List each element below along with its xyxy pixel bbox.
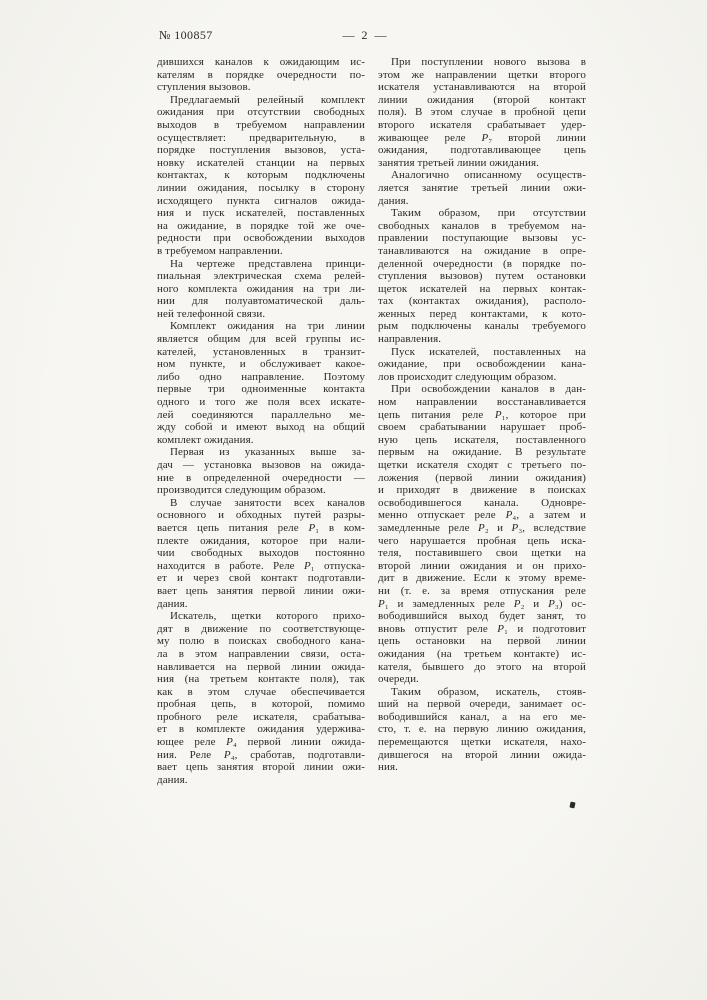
text-line: цепь остановки на первой линии: [378, 635, 586, 648]
text-line: навливается на первой линии ожида-: [157, 660, 365, 673]
text-line: второго искателя срабатывает удер-: [378, 118, 586, 131]
text-line: новку искателей станции на первых: [157, 156, 365, 169]
text-line: второй линии ожидания и он прихо-: [378, 559, 586, 572]
paragraph: [157, 610, 365, 786]
text-line: пиальная электрическая схема релей-: [157, 270, 365, 283]
left-column: [157, 56, 365, 786]
text-line: ожидания, подготавливающее цепь: [378, 144, 586, 157]
text-line: дания.: [378, 194, 409, 207]
text-line: первым на ожидание. В результате: [378, 446, 586, 459]
text-line: вновь отпустит реле Р₁ и подготовит: [378, 622, 586, 635]
text-line: При освобождении каналов в дан-: [391, 383, 586, 396]
text-line: ступления вызовов.: [157, 81, 251, 94]
text-line: ожидание, при освобождении кана-: [378, 358, 586, 371]
text-line: ни (т. е. за время отпускания реле: [378, 584, 586, 597]
paragraph: [157, 94, 365, 258]
text-line: осуществляет: предварительную, в: [157, 131, 365, 144]
paragraph: [378, 169, 586, 207]
text-line: менно отпускает реле Р₄, а затем и: [378, 509, 586, 522]
text-line: ние в определенной очередности —: [157, 471, 365, 484]
text-line: ней телефонной связи.: [157, 307, 266, 320]
text-line: исходящего пункта сигналов ожида-: [157, 194, 365, 207]
text-line: женных перед контактами, к кото-: [378, 307, 586, 320]
text-line: является общим для всей группы ис-: [157, 333, 365, 346]
paragraph: [157, 320, 365, 446]
text-line: пробная цепь, в которой, помимо: [157, 698, 365, 711]
text-line: На чертеже представлена принци-: [170, 257, 365, 270]
text-line: рым подключены каналы требуемого: [378, 320, 586, 333]
text-line: занятия третьей линии ожидания.: [378, 156, 540, 169]
text-line: танавливаются на ожидание в опре-: [378, 244, 586, 257]
text-line: ния.: [378, 761, 398, 774]
text-line: и приходят в движение в поисках: [378, 484, 586, 497]
text-line: вается цепь питания реле Р₁ в ком-: [157, 521, 366, 534]
text-line: первые три одноименные контакта: [157, 383, 365, 396]
text-line: Р₁ и замедленных реле Р₂ и Р₃) ос-: [378, 597, 587, 610]
patent-number: № 100857: [159, 28, 213, 42]
text-line: щетки искателя сходят с третьего по-: [378, 459, 586, 471]
text-line: В случае занятости всех каналов: [170, 496, 365, 509]
text-line: ла в этом направлении связи, оста-: [157, 647, 365, 660]
text-line: линии ожидания, посылку в сторону: [157, 181, 365, 194]
text-line: Таким образом, искатель, стояв-: [391, 685, 586, 698]
text-line: Пуск искателей, поставленных на: [391, 345, 586, 358]
text-line: теля, поставившего свои щетки на: [378, 547, 586, 560]
text-line: нии для полуавтоматической даль-: [157, 295, 365, 308]
text-line: поля). В этом случае в пробной цепи: [378, 106, 586, 119]
text-line: При поступлении нового вызова в: [391, 56, 586, 68]
text-line: жду собой и имеют выход на общий: [157, 421, 365, 434]
text-line: ном пункте, и обслуживает какое-: [157, 358, 365, 371]
text-line: кателям в порядке очередности по-: [157, 68, 365, 81]
text-line: дания.: [157, 773, 188, 786]
page-number: — 2 —: [342, 28, 389, 42]
text-line: кателей, установленных в транзит-: [157, 345, 365, 358]
text-line: направления.: [378, 333, 442, 346]
text-line: ступления вызовов) путем остановки: [378, 270, 586, 283]
text-line: основного и обходных путей разры-: [157, 509, 365, 522]
text-line: деленной очередности (в порядке по-: [378, 257, 586, 270]
text-line: дит в движение. Если к этому време-: [378, 572, 586, 585]
text-line: правлении поступающие вызовы ус-: [378, 232, 586, 245]
text-line: ляется занятие третьей линии ожи-: [378, 181, 586, 194]
paragraph: [378, 346, 586, 384]
text-line: дания.: [157, 597, 188, 610]
text-line: выходов в требуемом направлении: [157, 118, 365, 131]
text-line: му полю в поисках свободного кана-: [157, 635, 365, 648]
text-line: лов происходит следующим образом.: [378, 370, 557, 383]
text-line: на ожидание, в порядке той же оче-: [157, 219, 365, 232]
text-line: Предлагаемый релейный комплект: [170, 93, 365, 106]
text-line: кателя, бывшего до этого на второй: [378, 660, 586, 673]
text-line: дившегося на второй линии ожида-: [378, 748, 586, 761]
text-line: ожидания (на третьем контакте) ис-: [378, 647, 586, 660]
text-line: ожидания при отсутствии свободных: [157, 106, 365, 119]
text-line: Комплект ожидания на три линии: [170, 320, 365, 333]
text-line: искателя устанавливаются на второй: [378, 81, 586, 94]
text-line: замедленные реле Р₂ и Р₃, вследствие: [378, 521, 587, 534]
text-line: очереди.: [378, 673, 419, 686]
paragraph: [378, 686, 586, 774]
ink-speck: [569, 802, 575, 809]
text-line: чего нарушается пробная цепь иска-: [378, 534, 586, 547]
text-line: комплект ожидания.: [157, 433, 254, 446]
text-line: ного комплекта ожидания на три ли-: [157, 282, 365, 295]
text-line: Таким образом, при отсутствии: [391, 207, 586, 220]
text-line: Первая из указанных выше за-: [170, 446, 365, 459]
text-line: чии свободных выходов постоянно: [157, 547, 365, 560]
text-line: Искатель, щетки которого прихо-: [170, 610, 365, 623]
text-line: лей соединяются параллельно ме-: [157, 408, 365, 421]
paragraph: [157, 258, 365, 321]
text-line: своем срабатывании нарушает проб-: [378, 421, 586, 434]
paragraph: [378, 56, 586, 169]
paragraph: [378, 383, 586, 685]
text-line: ния (на третьем контакте поля), так: [157, 673, 365, 686]
paragraph: [157, 497, 365, 610]
text-line: редности при освобождении выходов: [157, 232, 365, 245]
right-column: [378, 56, 586, 786]
text-line: вает цепь занятия второй линии ожи-: [157, 761, 365, 774]
text-line: ет в комплекте ожидания удержива-: [157, 723, 365, 736]
text-line: вободившийся канал, а на его ме-: [378, 710, 586, 723]
page-header: [157, 28, 585, 44]
text-line: в требуемом направлении.: [157, 244, 283, 257]
text-line: производится следующим образом.: [157, 484, 326, 497]
text-line: одного и того же поля всех искате-: [157, 396, 365, 409]
text-line: порядке поступления вызовов, уста-: [157, 144, 365, 157]
text-line: пробного реле искателя, срабатыва-: [157, 710, 365, 723]
text-line: ложения (первой линии ожидания): [378, 471, 586, 484]
text-line: сто, т. е. на первую линию ожидания,: [378, 723, 586, 736]
text-line: освободившегося канала. Одновре-: [378, 496, 586, 509]
paragraph: [157, 446, 365, 496]
text-line: контактах, к которым подключены: [157, 169, 365, 182]
text-line: цепь питания реле Р₁, которое при: [378, 408, 586, 421]
text-line: ния. Реле Р₄, сработав, подготавли-: [157, 748, 365, 761]
text-line: ном направлении восстанавливается: [378, 396, 586, 409]
text-line: дач — установка вызовов на ожида-: [157, 459, 365, 471]
text-line: дившихся каналов к ожидающим ис-: [157, 56, 365, 68]
text-line: Аналогично описанному осуществ-: [391, 169, 586, 182]
text-line: как в этом случае обеспечивается: [157, 685, 365, 698]
text-line: либо одно направление. Поэтому: [157, 370, 365, 383]
text-line: ния и пуск искателей, поставленных: [157, 207, 365, 220]
text-line: живающее реле Р₇ второй линии: [378, 131, 586, 144]
text-line: ющее реле Р₄ первой линии ожида-: [157, 736, 365, 749]
text-line: ет и через свой контакт подготавли-: [157, 572, 365, 585]
text-line: плекте ожидания, которое при нали-: [157, 534, 365, 547]
text-line: этом же направлении щетки второго: [378, 68, 586, 81]
text-line: тах (контактах ожидания), располо-: [378, 295, 586, 308]
text-line: свободных каналов в требуемом на-: [378, 219, 586, 232]
paragraph: [157, 56, 365, 94]
text-line: щеток искателей на первых контак-: [378, 282, 586, 295]
text-line: вободившийся выход будет занят, то: [378, 610, 586, 623]
text-line: вает цепь занятия первой линии ожи-: [157, 584, 365, 597]
text-line: дят в движение по соответствующе-: [157, 622, 365, 635]
text-line: находится в работе. Реле Р₁ отпуска-: [157, 559, 366, 572]
text-line: ную цепь искателя, поставленного: [378, 433, 586, 446]
text-columns: [157, 56, 585, 786]
paragraph: [378, 207, 586, 346]
text-line: ший на первой очереди, занимает ос-: [378, 698, 586, 711]
text-line: линии ожидания (второй контакт: [378, 93, 586, 106]
text-line: перемещаются щетки искателя, нахо-: [378, 736, 586, 749]
